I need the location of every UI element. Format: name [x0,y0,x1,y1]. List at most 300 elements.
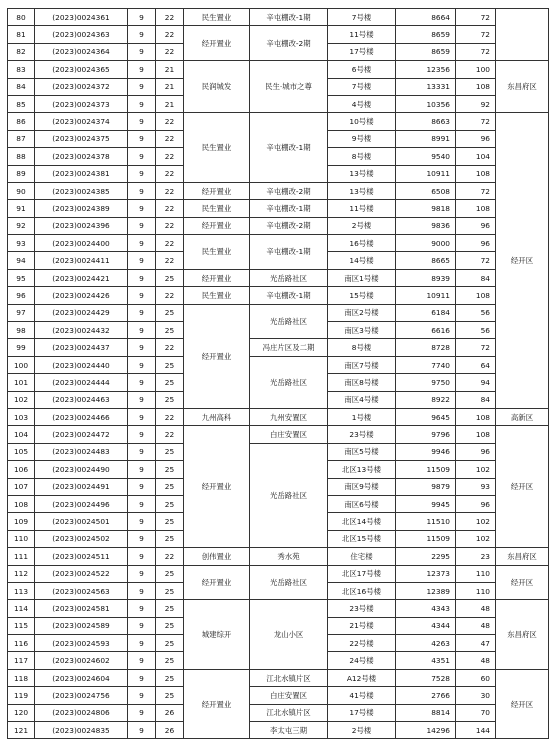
units-cell: 110 [456,565,496,582]
row-number-cell: 80 [8,9,35,26]
project-cell: 龙山小区 [250,600,328,670]
month-cell: 9 [128,495,156,512]
units-cell: 56 [456,304,496,321]
row-number-cell: 101 [8,374,35,391]
building-cell: 2号楼 [328,217,396,234]
day-cell: 25 [156,356,184,373]
permit-number-cell: (2023)0024522 [35,565,128,582]
day-cell: 25 [156,652,184,669]
area-cell: 12373 [396,565,456,582]
units-cell: 108 [456,287,496,304]
row-number-cell: 114 [8,600,35,617]
building-cell: 南区4号楼 [328,391,396,408]
units-cell: 23 [456,548,496,565]
developer-cell: 经开置业 [184,26,250,61]
building-cell: 13号楼 [328,165,396,182]
permit-number-cell: (2023)0024501 [35,513,128,530]
units-cell: 108 [456,200,496,217]
units-cell: 56 [456,322,496,339]
units-cell: 72 [456,339,496,356]
units-cell: 64 [456,356,496,373]
units-cell: 96 [456,235,496,252]
table-row [8,339,549,356]
developer-cell: 经开置业 [184,217,250,234]
area-cell: 4351 [396,652,456,669]
units-cell: 108 [456,408,496,425]
day-cell: 25 [156,669,184,686]
row-number-cell: 89 [8,165,35,182]
area-cell: 9946 [396,443,456,460]
area-cell: 7740 [396,356,456,373]
building-cell: 北区14号楼 [328,513,396,530]
area-cell: 8663 [396,113,456,130]
project-cell: 民生·城市之尊 [250,61,328,113]
project-cell: 辛屯棚改-1期 [250,287,328,304]
month-cell: 9 [128,339,156,356]
table-row [8,408,549,425]
table-row [8,287,549,304]
project-cell: 冯庄片区及二期 [250,339,328,356]
building-cell: 北区13号楼 [328,461,396,478]
units-cell: 60 [456,669,496,686]
table-row [8,26,549,43]
month-cell: 9 [128,722,156,739]
permit-number-cell: (2023)0024483 [35,443,128,460]
area-cell: 10911 [396,165,456,182]
day-cell: 22 [156,113,184,130]
month-cell: 9 [128,408,156,425]
row-number-cell: 81 [8,26,35,43]
day-cell: 22 [156,26,184,43]
project-cell: 辛屯棚改-1期 [250,200,328,217]
row-number-cell: 98 [8,322,35,339]
district-cell: 东昌府区 [496,61,549,113]
permit-number-cell: (2023)0024426 [35,287,128,304]
table-row [8,356,549,373]
permit-number-cell: (2023)0024563 [35,582,128,599]
building-cell: 南区1号楼 [328,269,396,286]
month-cell: 9 [128,426,156,443]
month-cell: 9 [128,78,156,95]
units-cell: 100 [456,61,496,78]
district-cell: 经开区 [496,565,549,600]
month-cell: 9 [128,652,156,669]
area-cell: 6184 [396,304,456,321]
month-cell: 9 [128,513,156,530]
day-cell: 22 [156,165,184,182]
units-cell: 144 [456,722,496,739]
developer-cell: 经开置业 [184,304,250,408]
units-cell: 96 [456,130,496,147]
day-cell: 22 [156,200,184,217]
month-cell: 9 [128,95,156,112]
area-cell: 10356 [396,95,456,112]
units-cell: 30 [456,687,496,704]
project-cell: 辛屯棚改-2期 [250,217,328,234]
row-number-cell: 107 [8,478,35,495]
day-cell: 21 [156,95,184,112]
building-cell: 北区16号楼 [328,582,396,599]
building-cell: 南区6号楼 [328,495,396,512]
permit-number-cell: (2023)0024365 [35,61,128,78]
project-cell: 辛屯棚改-1期 [250,9,328,26]
building-cell: 23号楼 [328,426,396,443]
developer-cell: 创伟置业 [184,548,250,565]
permit-number-cell: (2023)0024389 [35,200,128,217]
project-cell: 光岳路社区 [250,269,328,286]
building-cell: 7号楼 [328,9,396,26]
permit-table-body [8,9,549,739]
row-number-cell: 106 [8,461,35,478]
area-cell: 9836 [396,217,456,234]
permit-number-cell: (2023)0024361 [35,9,128,26]
area-cell: 9818 [396,200,456,217]
units-cell: 92 [456,95,496,112]
permit-number-cell: (2023)0024806 [35,704,128,721]
month-cell: 9 [128,148,156,165]
row-number-cell: 82 [8,43,35,60]
developer-cell: 经开置业 [184,565,250,600]
units-cell: 108 [456,78,496,95]
permit-number-cell: (2023)0024372 [35,78,128,95]
units-cell: 72 [456,182,496,199]
project-cell: 秀水苑 [250,548,328,565]
row-number-cell: 119 [8,687,35,704]
area-cell: 8939 [396,269,456,286]
month-cell: 9 [128,530,156,547]
month-cell: 9 [128,478,156,495]
units-cell: 72 [456,26,496,43]
project-cell: 辛屯棚改-1期 [250,113,328,183]
area-cell: 9945 [396,495,456,512]
permit-number-cell: (2023)0024472 [35,426,128,443]
day-cell: 25 [156,461,184,478]
row-number-cell: 116 [8,635,35,652]
day-cell: 25 [156,635,184,652]
developer-cell: 经开置业 [184,669,250,739]
developer-cell: 九州高科 [184,408,250,425]
district-cell: 经开区 [496,669,549,739]
row-number-cell: 110 [8,530,35,547]
day-cell: 25 [156,391,184,408]
table-row [8,548,549,565]
project-cell: 光岳路社区 [250,565,328,600]
row-number-cell: 90 [8,182,35,199]
row-number-cell: 91 [8,200,35,217]
building-cell: A12号楼 [328,669,396,686]
permit-number-cell: (2023)0024385 [35,182,128,199]
day-cell: 22 [156,287,184,304]
area-cell: 12356 [396,61,456,78]
day-cell: 25 [156,304,184,321]
month-cell: 9 [128,269,156,286]
developer-cell: 经开置业 [184,182,250,199]
building-cell: 22号楼 [328,635,396,652]
row-number-cell: 95 [8,269,35,286]
day-cell: 22 [156,182,184,199]
permit-number-cell: (2023)0024835 [35,722,128,739]
building-cell: 14号楼 [328,252,396,269]
month-cell: 9 [128,9,156,26]
units-cell: 48 [456,652,496,669]
units-cell: 102 [456,461,496,478]
building-cell: 23号楼 [328,600,396,617]
building-cell: 住宅楼 [328,548,396,565]
table-row [8,687,549,704]
permit-number-cell: (2023)0024400 [35,235,128,252]
permit-number-cell: (2023)0024437 [35,339,128,356]
month-cell: 9 [128,704,156,721]
building-cell: 南区2号楼 [328,304,396,321]
day-cell: 22 [156,9,184,26]
area-cell: 8659 [396,43,456,60]
permit-number-cell: (2023)0024593 [35,635,128,652]
table-row [8,182,549,199]
project-cell: 光岳路社区 [250,304,328,339]
row-number-cell: 118 [8,669,35,686]
developer-cell: 城建综开 [184,600,250,670]
permit-number-cell: (2023)0024375 [35,130,128,147]
month-cell: 9 [128,600,156,617]
area-cell: 8664 [396,9,456,26]
day-cell: 25 [156,565,184,582]
day-cell: 22 [156,148,184,165]
building-cell: 17号楼 [328,43,396,60]
area-cell: 8728 [396,339,456,356]
area-cell: 9540 [396,148,456,165]
area-cell: 8991 [396,130,456,147]
permit-number-cell: (2023)0024466 [35,408,128,425]
building-cell: 41号楼 [328,687,396,704]
row-number-cell: 103 [8,408,35,425]
area-cell: 9796 [396,426,456,443]
area-cell: 2295 [396,548,456,565]
units-cell: 70 [456,704,496,721]
month-cell: 9 [128,391,156,408]
units-cell: 102 [456,530,496,547]
month-cell: 9 [128,565,156,582]
units-cell: 47 [456,635,496,652]
row-number-cell: 104 [8,426,35,443]
units-cell: 72 [456,252,496,269]
permit-number-cell: (2023)0024364 [35,43,128,60]
permit-number-cell: (2023)0024396 [35,217,128,234]
building-cell: 16号楼 [328,235,396,252]
row-number-cell: 102 [8,391,35,408]
building-cell: 15号楼 [328,287,396,304]
table-row [8,669,549,686]
units-cell: 93 [456,478,496,495]
project-cell: 江北水镇片区 [250,704,328,721]
developer-cell: 民润城发 [184,61,250,113]
table-row [8,426,549,443]
table-row [8,722,549,739]
day-cell: 25 [156,443,184,460]
month-cell: 9 [128,669,156,686]
day-cell: 26 [156,704,184,721]
row-number-cell: 87 [8,130,35,147]
developer-cell: 民生置业 [184,235,250,270]
building-cell: 11号楼 [328,200,396,217]
month-cell: 9 [128,252,156,269]
units-cell: 96 [456,495,496,512]
day-cell: 25 [156,495,184,512]
permit-table [7,8,549,739]
units-cell: 108 [456,165,496,182]
day-cell: 25 [156,530,184,547]
permit-number-cell: (2023)0024444 [35,374,128,391]
building-cell: 21号楼 [328,617,396,634]
units-cell: 108 [456,426,496,443]
row-number-cell: 115 [8,617,35,634]
row-number-cell: 93 [8,235,35,252]
day-cell: 25 [156,582,184,599]
row-number-cell: 108 [8,495,35,512]
units-cell: 110 [456,582,496,599]
building-cell: 10号楼 [328,113,396,130]
area-cell: 2766 [396,687,456,704]
units-cell: 84 [456,391,496,408]
area-cell: 11509 [396,461,456,478]
area-cell: 8659 [396,26,456,43]
area-cell: 4344 [396,617,456,634]
area-cell: 9645 [396,408,456,425]
day-cell: 26 [156,722,184,739]
month-cell: 9 [128,374,156,391]
table-row [8,217,549,234]
developer-cell: 经开置业 [184,269,250,286]
area-cell: 4343 [396,600,456,617]
row-number-cell: 109 [8,513,35,530]
permit-number-cell: (2023)0024429 [35,304,128,321]
table-row [8,600,549,617]
building-cell: 南区3号楼 [328,322,396,339]
permit-number-cell: (2023)0024421 [35,269,128,286]
month-cell: 9 [128,635,156,652]
day-cell: 25 [156,269,184,286]
area-cell: 9750 [396,374,456,391]
row-number-cell: 117 [8,652,35,669]
area-cell: 13331 [396,78,456,95]
row-number-cell: 83 [8,61,35,78]
project-cell: 光岳路社区 [250,443,328,547]
row-number-cell: 85 [8,95,35,112]
building-cell: 8号楼 [328,148,396,165]
permit-number-cell: (2023)0024432 [35,322,128,339]
district-cell: 东昌府区 [496,548,549,565]
permit-number-cell: (2023)0024373 [35,95,128,112]
building-cell: 24号楼 [328,652,396,669]
units-cell: 104 [456,148,496,165]
day-cell: 22 [156,252,184,269]
permit-number-cell: (2023)0024502 [35,530,128,547]
month-cell: 9 [128,548,156,565]
permit-number-cell: (2023)0024589 [35,617,128,634]
day-cell: 21 [156,78,184,95]
building-cell: 1号楼 [328,408,396,425]
units-cell: 48 [456,617,496,634]
month-cell: 9 [128,582,156,599]
row-number-cell: 99 [8,339,35,356]
district-cell: 东昌府区 [496,600,549,670]
developer-cell: 民生置业 [184,200,250,217]
month-cell: 9 [128,113,156,130]
district-cell: 高新区 [496,408,549,425]
month-cell: 9 [128,304,156,321]
area-cell: 4263 [396,635,456,652]
building-cell: 南区7号楼 [328,356,396,373]
area-cell: 6616 [396,322,456,339]
building-cell: 8号楼 [328,339,396,356]
building-cell: 4号楼 [328,95,396,112]
row-number-cell: 94 [8,252,35,269]
units-cell: 94 [456,374,496,391]
day-cell: 25 [156,374,184,391]
table-row [8,113,549,130]
day-cell: 25 [156,687,184,704]
day-cell: 22 [156,43,184,60]
table-row [8,61,549,78]
permit-number-cell: (2023)0024411 [35,252,128,269]
row-number-cell: 113 [8,582,35,599]
permit-number-cell: (2023)0024602 [35,652,128,669]
row-number-cell: 100 [8,356,35,373]
row-number-cell: 111 [8,548,35,565]
month-cell: 9 [128,322,156,339]
row-number-cell: 105 [8,443,35,460]
table-row [8,304,549,321]
row-number-cell: 97 [8,304,35,321]
area-cell: 12389 [396,582,456,599]
table-row [8,565,549,582]
row-number-cell: 96 [8,287,35,304]
month-cell: 9 [128,287,156,304]
building-cell: 北区15号楼 [328,530,396,547]
units-cell: 72 [456,43,496,60]
day-cell: 22 [156,217,184,234]
building-cell: 9号楼 [328,130,396,147]
day-cell: 25 [156,478,184,495]
district-cell [496,9,549,61]
row-number-cell: 86 [8,113,35,130]
project-cell: 九州安置区 [250,408,328,425]
table-row [8,704,549,721]
day-cell: 25 [156,617,184,634]
row-number-cell: 88 [8,148,35,165]
month-cell: 9 [128,443,156,460]
month-cell: 9 [128,617,156,634]
developer-cell: 民生置业 [184,113,250,183]
developer-cell: 民生置业 [184,9,250,26]
area-cell: 11509 [396,530,456,547]
permit-number-cell: (2023)0024511 [35,548,128,565]
project-cell: 辛屯棚改-1期 [250,235,328,270]
units-cell: 72 [456,9,496,26]
table-row [8,235,549,252]
building-cell: 南区8号楼 [328,374,396,391]
district-cell: 经开区 [496,426,549,548]
units-cell: 96 [456,217,496,234]
day-cell: 22 [156,408,184,425]
permit-number-cell: (2023)0024490 [35,461,128,478]
month-cell: 9 [128,200,156,217]
permit-number-cell: (2023)0024381 [35,165,128,182]
month-cell: 9 [128,165,156,182]
permit-number-cell: (2023)0024581 [35,600,128,617]
month-cell: 9 [128,687,156,704]
building-cell: 17号楼 [328,704,396,721]
day-cell: 21 [156,61,184,78]
